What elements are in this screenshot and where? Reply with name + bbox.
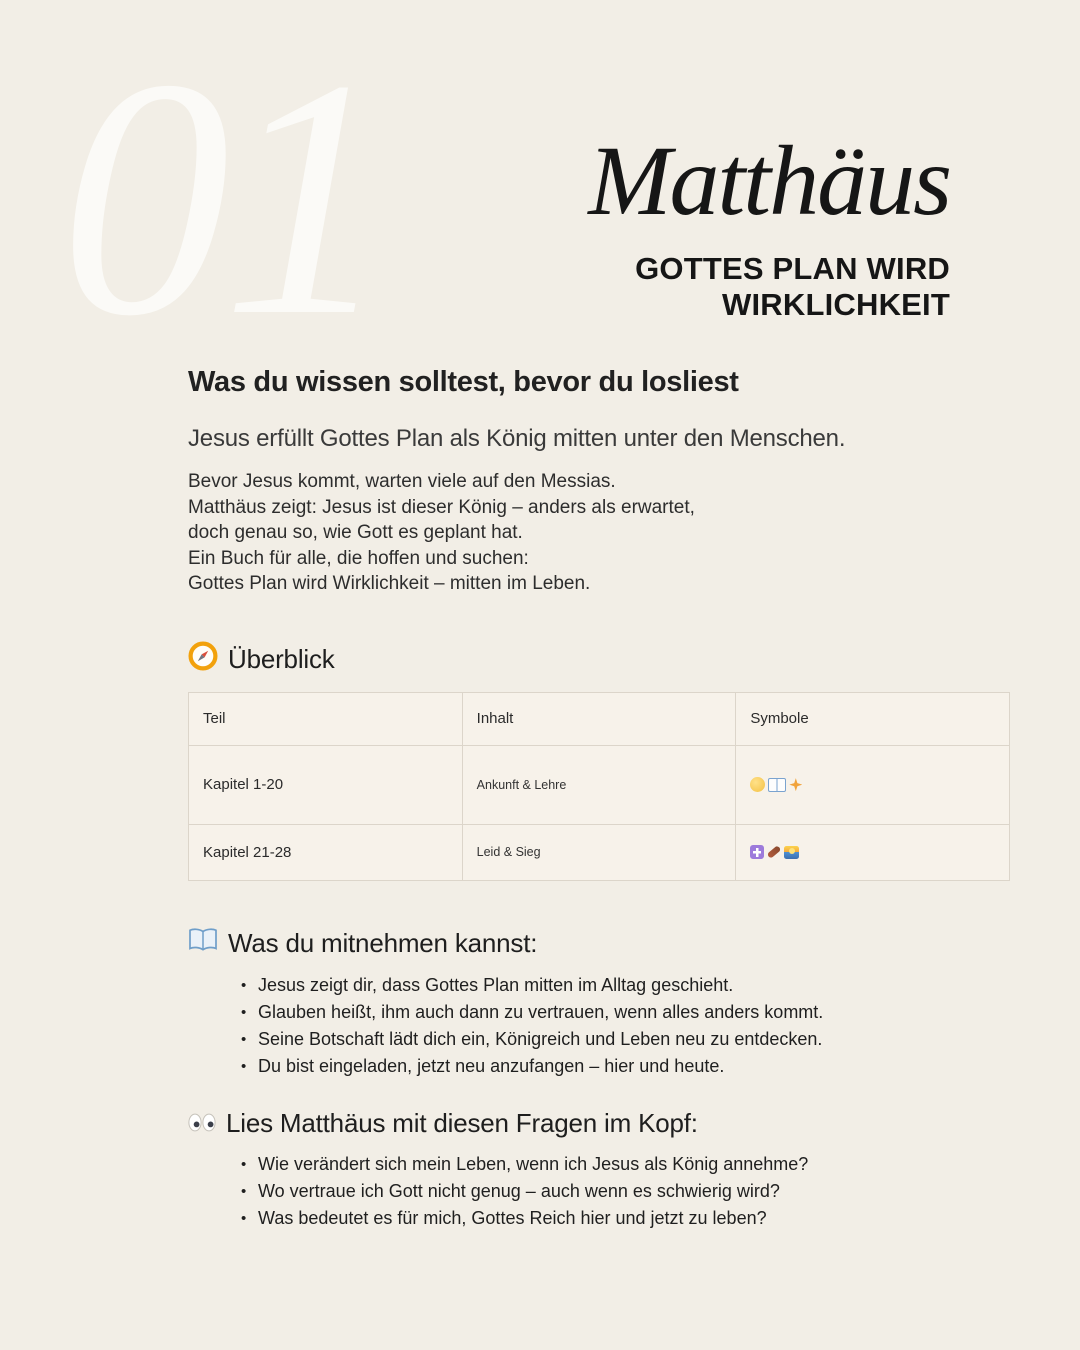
table-column-header: Symbole [736,692,1010,745]
list-item: • Jesus zeigt dir, dass Gottes Plan mitten im Alltag geschieht. [258,972,1010,999]
book-subtitle [588,251,950,323]
cell-symbole [736,745,1010,824]
book-subtitle-line1: GOTTES PLAN WIRD [635,251,950,286]
overview-table [188,692,1010,881]
book-subtitle-line2: WIRKLICHKEIT [722,286,950,322]
paragraph-line: Bevor Jesus kommt, warten viele auf den Messias. [188,471,616,492]
list-item: • Wo vertraue ich Gott nicht genug – auch wenn es schwierig wird? [258,1178,1010,1205]
list-item: • Wie verändert sich mein Leben, wenn ich Jesus als König annehme? [258,1151,1010,1178]
intro-heading: Was du wissen solltest, bevor du losliest [188,366,739,398]
list-item: • Seine Botschaft lädt dich ein, Königreich und Leben neu zu entdecken. [258,1026,1010,1053]
wilted-rose-icon [767,846,782,860]
overview-title: Überblick [228,643,335,674]
takeaways-title: Was du mitnehmen kannst: [228,927,538,958]
list-item: • Du bist eingeladen, jetzt neu anzufangen – hier und heute. [258,1053,1010,1080]
takeaways-list [188,972,1010,1080]
cell-teil: Kapitel 21-28 [189,824,463,880]
sparkles-icon [789,778,802,791]
questions-heading [188,1108,1010,1139]
overview-heading [188,641,1010,678]
cell-teil: Kapitel 1-20 [189,745,463,824]
cross-icon [750,845,764,859]
cell-inhalt: Leid & Sieg [462,824,736,880]
eyes-icon [188,1108,216,1139]
table-header-row [189,692,1010,745]
questions-list [188,1151,1010,1232]
table-column-header: Inhalt [462,692,736,745]
questions-title: Lies Matthäus mit diesen Fragen im Kopf: [226,1107,698,1138]
cell-symbole [736,824,1010,880]
title-block [588,125,950,323]
compass-icon [188,641,218,678]
paragraph-line: Gottes Plan wird Wirklichkeit – mitten im Leben. [188,573,591,594]
table-row [189,745,1010,824]
paragraph-line: Matthäus zeigt: Jesus ist dieser König – anders als erwartet, [188,496,695,518]
list-item: • Glauben heißt, ihm auch dann zu vertrauen, wenn alles anders kommt. [258,999,1010,1026]
page-number: 01 [60,9,384,386]
intro-body [188,469,1010,597]
table-column-header: Teil [189,692,463,745]
paragraph-line: Ein Buch für alle, die hoffen und suchen: [188,547,529,569]
content-column [188,366,1010,1232]
takeaways-heading [188,927,1010,960]
paragraph-line: doch genau so, wie Gott es geplant hat. [188,522,523,543]
sunrise-icon [784,846,799,859]
open-book-icon [768,778,786,792]
book-title: Matthäus [588,125,950,236]
list-item: • Was bedeutet es für mich, Gottes Reich hier und jetzt zu leben? [258,1205,1010,1232]
open-book-icon [188,927,218,960]
baby-icon [750,777,765,792]
intro-lead: Jesus erfüllt Gottes Plan als König mitten unter den Menschen. [188,425,846,452]
table-row [189,824,1010,880]
cell-inhalt: Ankunft & Lehre [462,745,736,824]
